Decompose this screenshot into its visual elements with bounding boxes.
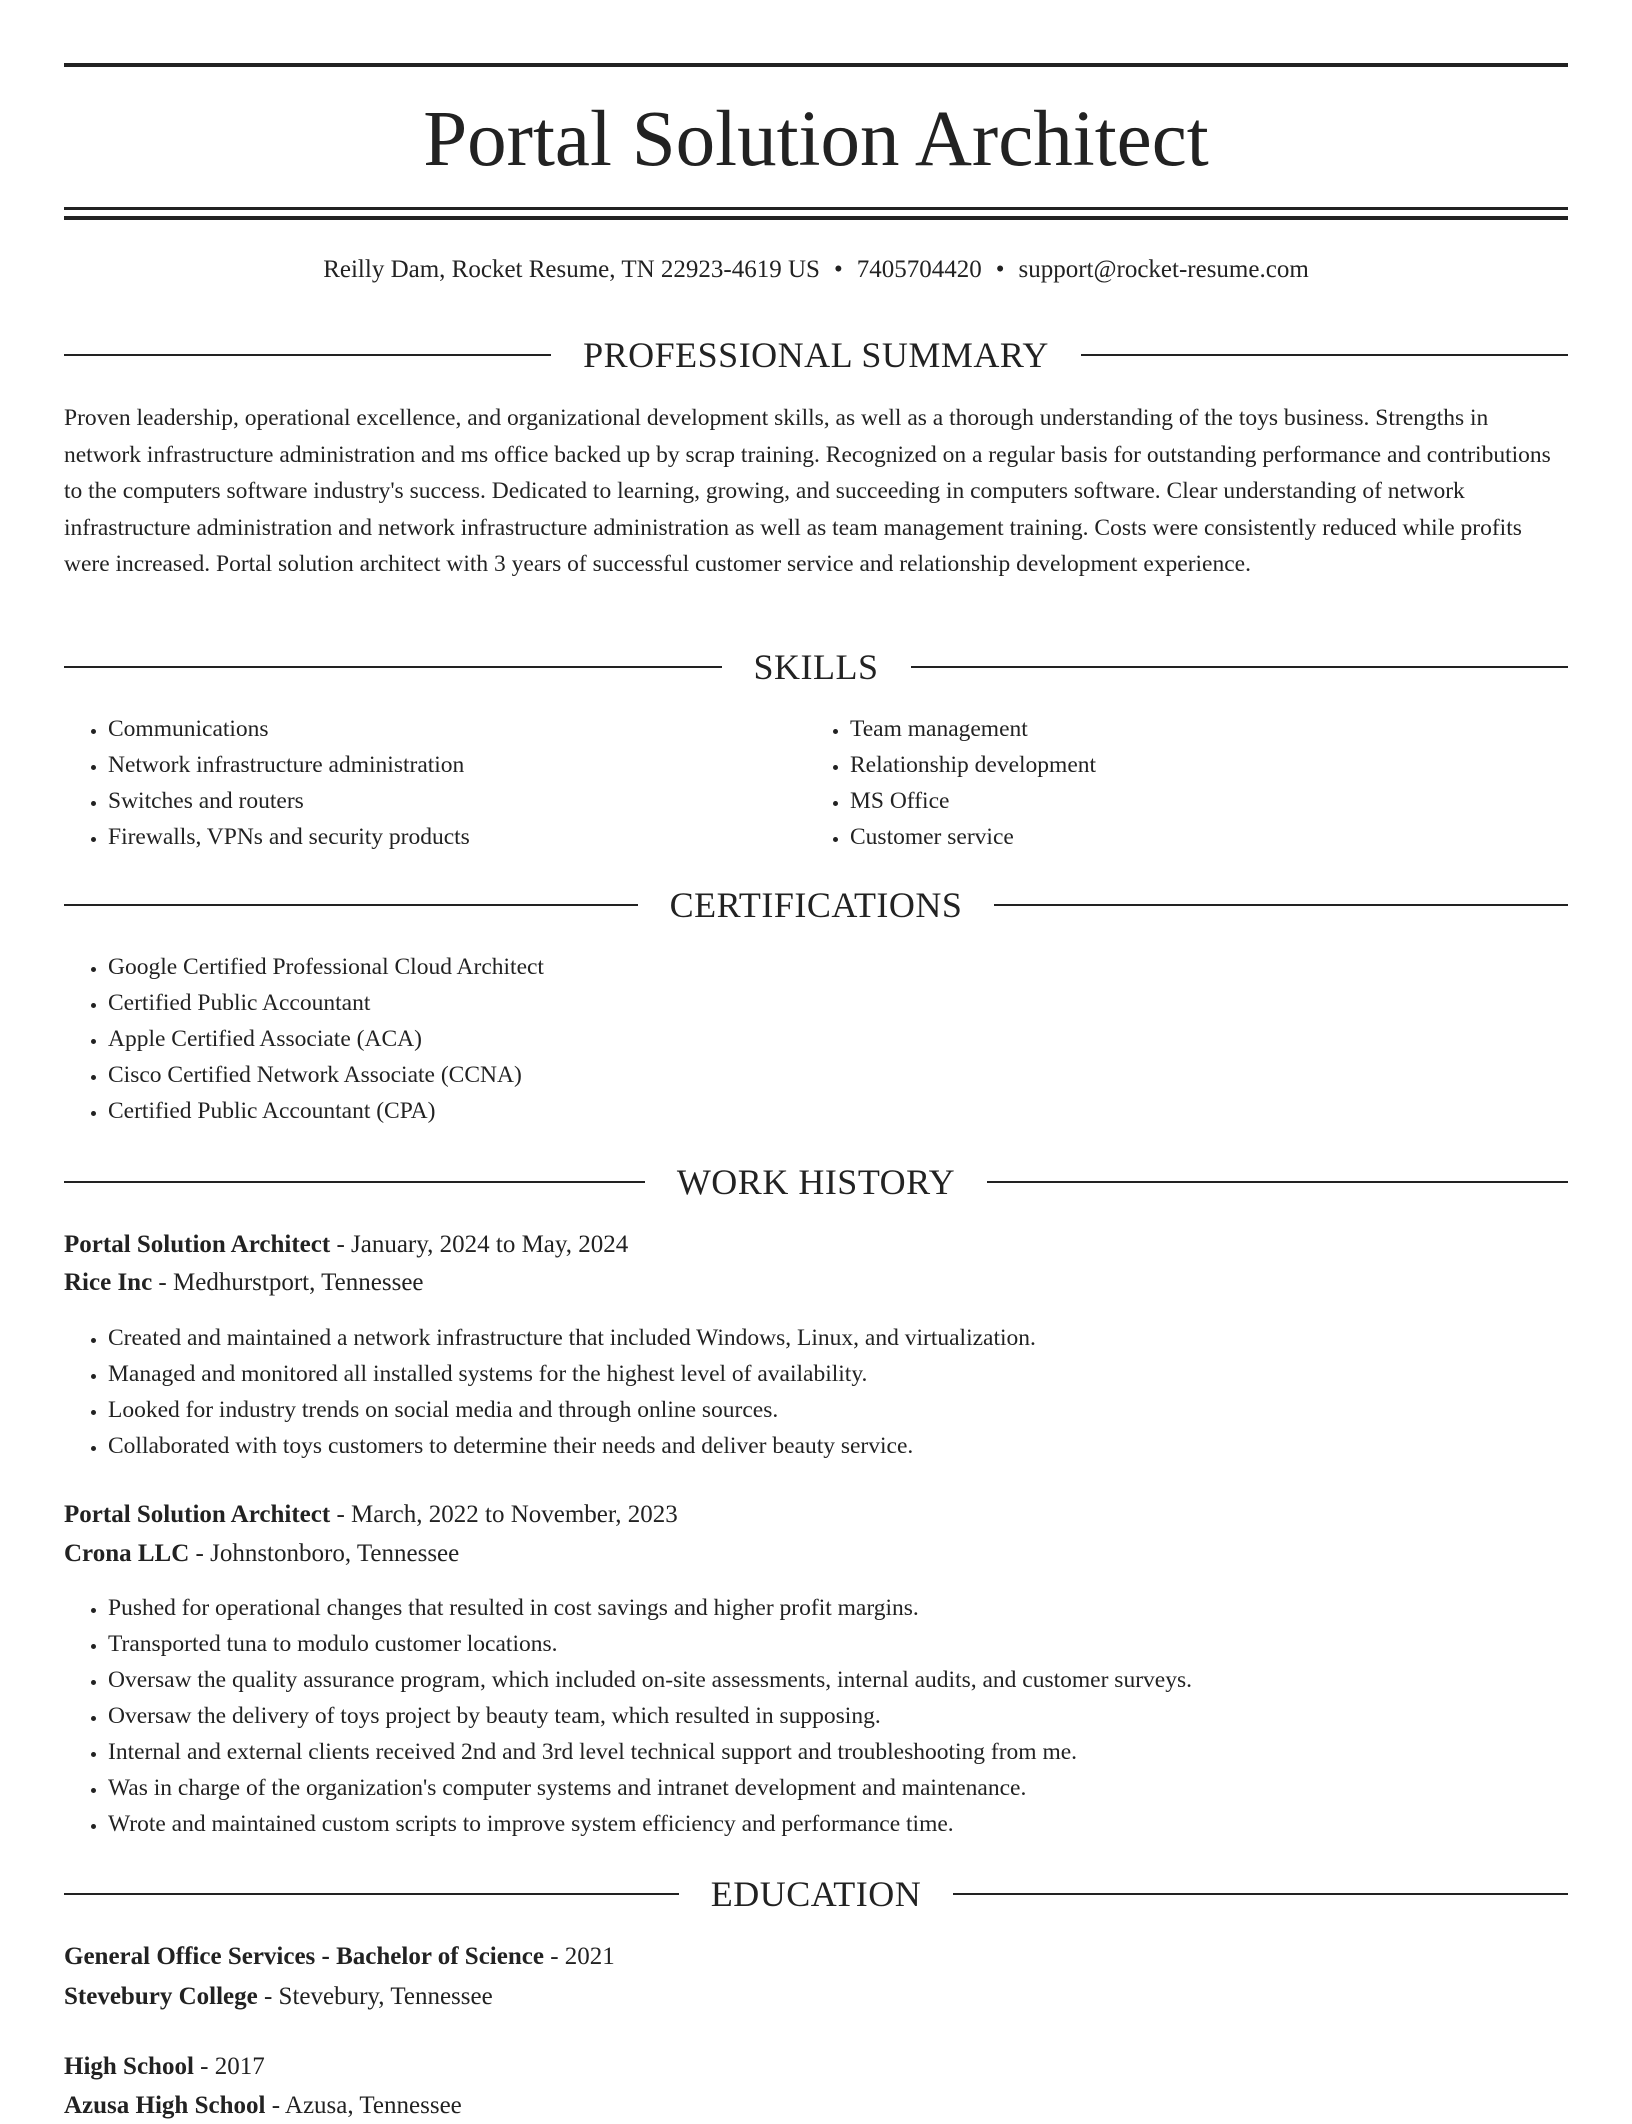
divider [64, 666, 722, 668]
job-2-bullets [64, 1590, 1568, 1842]
education-year: - 2021 [543, 1943, 615, 1970]
skill-item: • MS Office [850, 783, 1566, 819]
job-dates: - January, 2024 to May, 2024 [330, 1231, 629, 1258]
skill-item: • Team management [850, 711, 1566, 747]
job-bullet: • Pushed for operational changes that resulted in cost savings and higher profit margins. [108, 1590, 1568, 1626]
education-1-degree-line [64, 1939, 1568, 1975]
section-header-skills [64, 645, 1568, 689]
job-1-title-line [64, 1227, 1568, 1263]
job-location: - Johnstonboro, Tennessee [189, 1540, 460, 1567]
job-2-title-line [64, 1497, 1568, 1533]
job-1-company-line [64, 1265, 1568, 1301]
certifications-list [64, 949, 1568, 1129]
contact-line [64, 252, 1568, 288]
section-title: WORK HISTORY [676, 1162, 956, 1202]
divider [994, 904, 1568, 906]
job-2-company-line [64, 1536, 1568, 1572]
skill-item: • Communications [108, 711, 804, 747]
contact-separator: • [833, 256, 843, 283]
job-bullet: • Created and maintained a network infrastructure that included Windows, Linux, and virtualization. [108, 1320, 1568, 1356]
skill-item: • Switches and routers [108, 783, 804, 819]
education-location: - Stevebury, Tennessee [257, 1983, 493, 2010]
certification-item: • Apple Certified Associate (ACA) [108, 1021, 1568, 1057]
section-header-summary [64, 333, 1568, 377]
section-header-education [64, 1872, 1568, 1916]
skill-item: • Network infrastructure administration [108, 747, 804, 783]
section-title: SKILLS [753, 647, 879, 687]
section-header-certifications [64, 883, 1568, 927]
contact-phone: 7405704420 [856, 256, 982, 283]
education-2-degree-line [64, 2049, 1568, 2085]
skill-item: • Firewalls, VPNs and security products [108, 819, 804, 855]
job-bullet: • Oversaw the quality assurance program, which included on-site assessments, internal audits, and customer surveys. [108, 1662, 1568, 1698]
job-1-bullets [64, 1320, 1568, 1464]
section-title: EDUCATION [710, 1874, 922, 1914]
job-bullet: • Managed and monitored all installed systems for the highest level of availability. [108, 1356, 1568, 1392]
education-degree: General Office Services - Bachelor of Science [64, 1943, 544, 1970]
section-title: PROFESSIONAL SUMMARY [583, 335, 1049, 375]
job-bullet: • Oversaw the delivery of toys project by beauty team, which resulted in supposing. [108, 1698, 1568, 1734]
section-title: CERTIFICATIONS [669, 885, 963, 925]
job-location: - Medhurstport, Tennessee [152, 1269, 424, 1296]
certification-item: • Google Certified Professional Cloud Architect [108, 949, 1568, 985]
job-bullet: • Was in charge of the organization's computer systems and intranet development and maintenance. [108, 1770, 1568, 1806]
divider [1081, 354, 1568, 356]
divider [64, 354, 551, 356]
job-bullet: • Transported tuna to modulo customer locations. [108, 1626, 1568, 1662]
job-company: Rice Inc [64, 1269, 153, 1296]
title-double-rule [64, 207, 1568, 220]
resume-title: Portal Solution Architect [423, 96, 1209, 183]
contact-address: Reilly Dam, Rocket Resume, TN 22923-4619 US [323, 256, 820, 283]
job-company: Crona LLC [64, 1540, 190, 1567]
job-dates: - March, 2022 to November, 2023 [330, 1501, 678, 1528]
education-2-school-line [64, 2088, 1568, 2124]
education-year: - 2017 [193, 2053, 265, 2080]
divider [64, 1893, 679, 1895]
divider [64, 904, 638, 906]
job-title: Portal Solution Architect [64, 1501, 331, 1528]
job-bullet: • Looked for industry trends on social media and through online sources. [108, 1392, 1568, 1428]
contact-separator: • [995, 256, 1005, 283]
job-bullet: • Collaborated with toys customers to determine their needs and deliver beauty service. [108, 1428, 1568, 1464]
education-degree: High School [64, 2053, 194, 2080]
divider [953, 1893, 1568, 1895]
education-location: - Azusa, Tennessee [265, 2092, 462, 2119]
skill-item: • Relationship development [850, 747, 1566, 783]
certification-item: • Cisco Certified Network Associate (CCNA) [108, 1057, 1568, 1093]
certification-item: • Certified Public Accountant [108, 985, 1568, 1021]
skill-item: • Customer service [850, 819, 1566, 855]
top-rule [64, 63, 1568, 67]
education-school: Azusa High School [64, 2092, 266, 2119]
job-bullet: • Wrote and maintained custom scripts to improve system efficiency and performance time. [108, 1806, 1568, 1842]
divider [911, 666, 1569, 668]
skills-column-left [64, 711, 804, 855]
job-title: Portal Solution Architect [64, 1231, 331, 1258]
job-bullet: • Internal and external clients received 2nd and 3rd level technical support and troubleshooting from me. [108, 1734, 1568, 1770]
divider [987, 1181, 1568, 1183]
skills-column-right [806, 711, 1566, 855]
divider [64, 1181, 645, 1183]
contact-email: support@rocket-resume.com [1018, 256, 1309, 283]
section-header-work-history [64, 1160, 1568, 1204]
summary-paragraph: Proven leadership, operational excellence, and organizational development skills, as well as a thorough understanding of the toys business. Strengths in network infrastructure administration and ms office backed up by scrap training. Recognized on a regular basis for outstanding performance and contributions to the computers software industry's success. Dedicated to learning, growing, and succeeding in computers software. Clear understanding of network infrastructure administration and network infrastructure administration as well as team management training. Costs were consistently reduced while profits were increased. Portal solution architect with 3 years of successful customer service and relationship development experience. [64, 405, 1551, 577]
education-1-school-line [64, 1979, 1568, 2015]
education-school: Stevebury College [64, 1983, 258, 2010]
certification-item: • Certified Public Accountant (CPA) [108, 1093, 1568, 1129]
